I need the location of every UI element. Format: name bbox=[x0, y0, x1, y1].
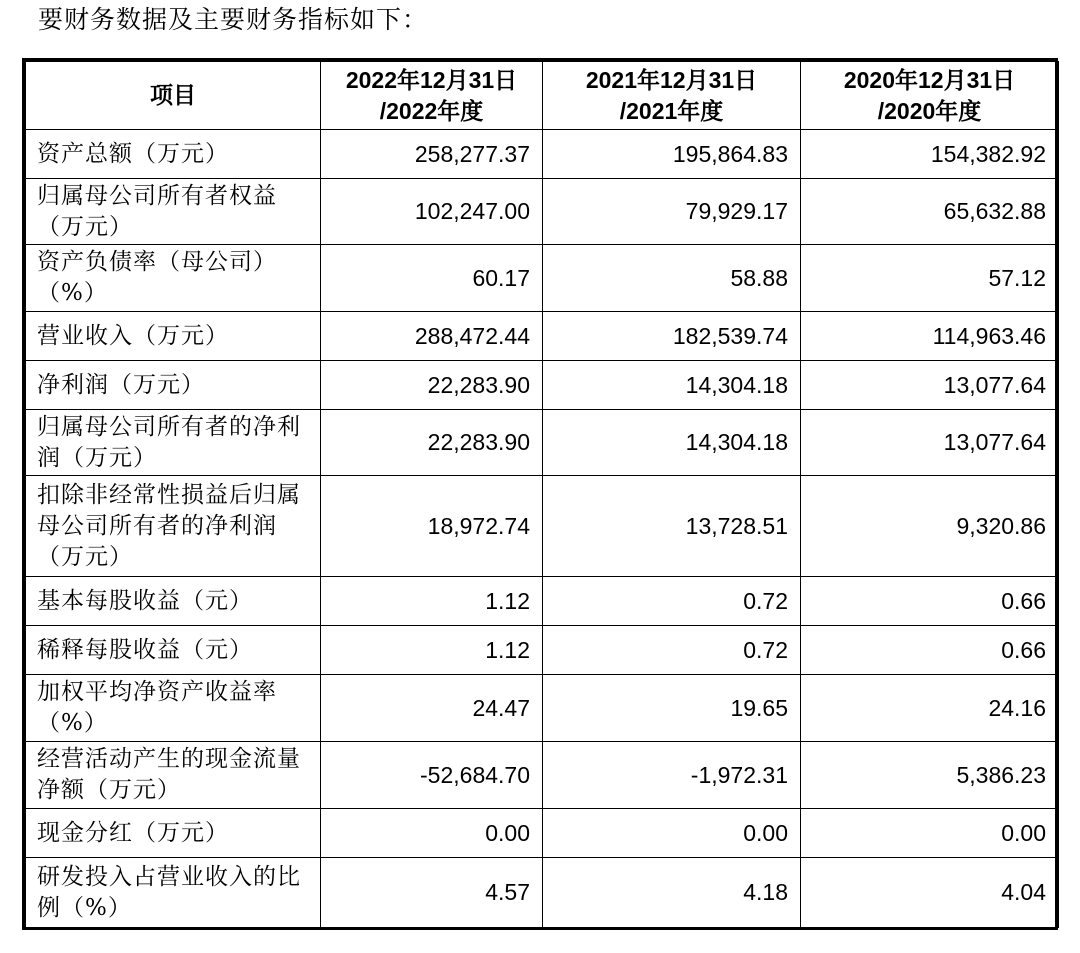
cell-2020: 0.66 bbox=[801, 577, 1059, 626]
row-label: 加权平均净资产收益率（%） bbox=[26, 675, 321, 742]
cell-2021: 0.72 bbox=[543, 577, 801, 626]
cell-2021: 4.18 bbox=[543, 858, 801, 928]
cell-2020: 4.04 bbox=[801, 858, 1059, 928]
table-row bbox=[26, 809, 1059, 858]
row-label: 营业收入（万元） bbox=[26, 312, 321, 361]
table-row bbox=[26, 626, 1059, 675]
cell-2020: 13,077.64 bbox=[801, 361, 1059, 410]
cell-2022: 258,277.37 bbox=[321, 130, 543, 179]
financial-table bbox=[22, 58, 1058, 930]
table-header-row bbox=[26, 62, 1059, 130]
header-col-2021-year: /2021年度 bbox=[619, 97, 724, 124]
cell-2021: 195,864.83 bbox=[543, 130, 801, 179]
cell-2022: 24.47 bbox=[321, 675, 543, 742]
cell-2021: 0.72 bbox=[543, 626, 801, 675]
intro-text: 要财务数据及主要财务指标如下： bbox=[38, 5, 429, 34]
header-col-2021 bbox=[543, 62, 801, 130]
cell-2021: 79,929.17 bbox=[543, 179, 801, 245]
cell-2022: 0.00 bbox=[321, 809, 543, 858]
header-col-2022-year: /2022年度 bbox=[379, 97, 484, 124]
row-label: 研发投入占营业收入的比例（%） bbox=[26, 858, 321, 928]
cell-2022: 22,283.90 bbox=[321, 361, 543, 410]
cell-2022: 1.12 bbox=[321, 577, 543, 626]
row-label: 资产总额（万元） bbox=[26, 130, 321, 179]
cell-2022: 102,247.00 bbox=[321, 179, 543, 245]
table-row bbox=[26, 245, 1059, 312]
table-row bbox=[26, 361, 1059, 410]
table-row bbox=[26, 675, 1059, 742]
cell-2020: 57.12 bbox=[801, 245, 1059, 312]
table-row bbox=[26, 858, 1059, 928]
table-row bbox=[26, 179, 1059, 245]
cell-2020: 114,963.46 bbox=[801, 312, 1059, 361]
row-label: 稀释每股收益（元） bbox=[26, 626, 321, 675]
cell-2020: 9,320.86 bbox=[801, 476, 1059, 577]
cell-2022: 18,972.74 bbox=[321, 476, 543, 577]
cell-2021: 14,304.18 bbox=[543, 361, 801, 410]
header-item: 项目 bbox=[26, 62, 321, 130]
row-label: 扣除非经常性损益后归属母公司所有者的净利润（万元） bbox=[26, 476, 321, 577]
cell-2020: 65,632.88 bbox=[801, 179, 1059, 245]
cell-2020: 13,077.64 bbox=[801, 410, 1059, 476]
row-label: 现金分红（万元） bbox=[26, 809, 321, 858]
table-row bbox=[26, 476, 1059, 577]
cell-2021: 58.88 bbox=[543, 245, 801, 312]
cell-2021: 182,539.74 bbox=[543, 312, 801, 361]
table-row bbox=[26, 130, 1059, 179]
header-col-2022-date: 2022年12月31日 bbox=[345, 66, 518, 93]
cell-2021: 14,304.18 bbox=[543, 410, 801, 476]
cell-2021: 0.00 bbox=[543, 809, 801, 858]
cell-2020: 0.00 bbox=[801, 809, 1059, 858]
header-col-2020-year: /2020年度 bbox=[877, 97, 982, 124]
cell-2021: 19.65 bbox=[543, 675, 801, 742]
cell-2022: 60.17 bbox=[321, 245, 543, 312]
header-col-2021-date: 2021年12月31日 bbox=[585, 66, 758, 93]
cell-2020: 0.66 bbox=[801, 626, 1059, 675]
header-col-2022 bbox=[321, 62, 543, 130]
cell-2022: 4.57 bbox=[321, 858, 543, 928]
cell-2022: 288,472.44 bbox=[321, 312, 543, 361]
cell-2022: 22,283.90 bbox=[321, 410, 543, 476]
row-label: 基本每股收益（元） bbox=[26, 577, 321, 626]
cell-2020: 24.16 bbox=[801, 675, 1059, 742]
cell-2022: -52,684.70 bbox=[321, 742, 543, 809]
row-label: 经营活动产生的现金流量净额（万元） bbox=[26, 742, 321, 809]
table-row bbox=[26, 312, 1059, 361]
table-row bbox=[26, 410, 1059, 476]
row-label: 资产负债率（母公司）（%） bbox=[26, 245, 321, 312]
cell-2021: -1,972.31 bbox=[543, 742, 801, 809]
cell-2020: 5,386.23 bbox=[801, 742, 1059, 809]
row-label: 归属母公司所有者的净利润（万元） bbox=[26, 410, 321, 476]
header-col-2020-date: 2020年12月31日 bbox=[843, 66, 1016, 93]
cell-2022: 1.12 bbox=[321, 626, 543, 675]
table-row bbox=[26, 577, 1059, 626]
cell-2020: 154,382.92 bbox=[801, 130, 1059, 179]
header-col-2020 bbox=[801, 62, 1059, 130]
cell-2021: 13,728.51 bbox=[543, 476, 801, 577]
table-row bbox=[26, 742, 1059, 809]
row-label: 归属母公司所有者权益（万元） bbox=[26, 179, 321, 245]
row-label: 净利润（万元） bbox=[26, 361, 321, 410]
